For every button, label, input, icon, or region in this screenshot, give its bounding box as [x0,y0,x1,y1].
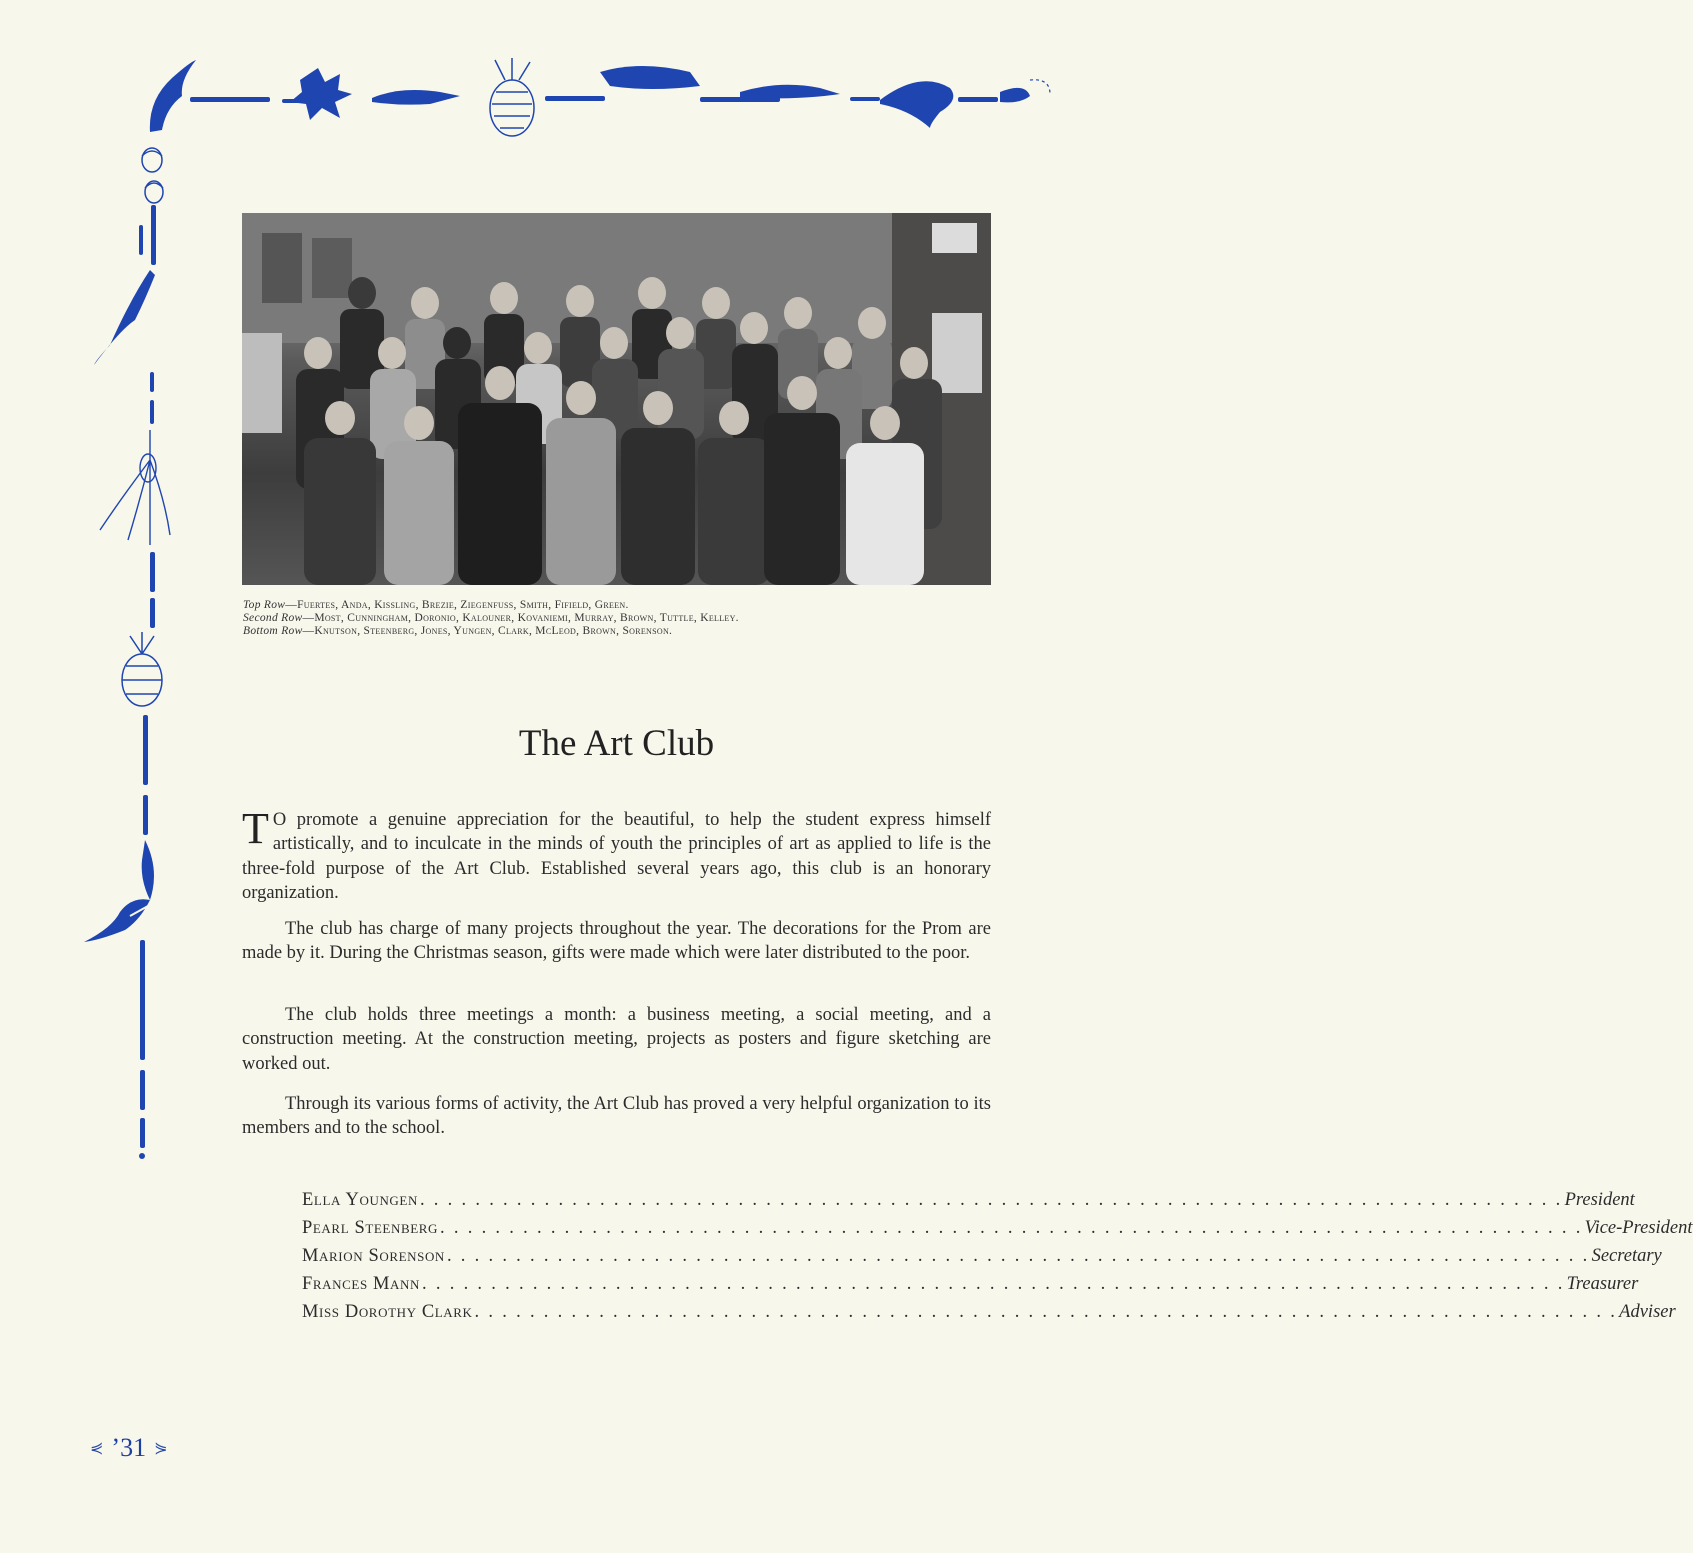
border-left-dash [150,552,155,592]
border-left-dash [143,715,148,785]
leader-dots: . . . . . . . . . . . . . . . . . . . . . . . . . . . . . . . . . . . . . . . . . . . . . . . . . . . . . . . . . . . . . . . . . . . . . . . . . . . . . . . . . . . [419,1190,1563,1210]
officer-role: Treasurer [1566,1274,1639,1294]
border-top-tip [1000,88,1030,103]
oak-leaf-icon [290,68,352,120]
caption-row-label: Top Row [243,599,286,611]
border-top-swirl [372,90,460,105]
border-top-dash [190,97,270,102]
officer-row [302,1218,1693,1244]
paragraph-purpose [242,804,991,906]
border-top-dash [850,97,880,101]
officer-role: President [1564,1190,1635,1210]
caption-row-label: Bottom Row [243,625,303,637]
officer-name: Marion Sorenson [302,1246,445,1266]
caption-row-label: Second Row [243,612,303,624]
officer-name: Pearl Steenberg [302,1218,439,1238]
pine-cone-icon [490,58,534,136]
holly-leaf-icon [84,899,150,942]
page-title: The Art Club [518,723,715,764]
pine-tassel-icon [100,430,170,545]
officer-name: Miss Dorothy Clark [302,1302,473,1322]
holly-leaf-icon [880,81,953,128]
paragraph-text: O promote a genuine appreciation for the beautiful, to help the student express himself artistically, and to inculcate in the minds of youth the principles of art as applied to life is the three-fold purpose of the Art Club. Established several years ago, this club is an honorary organization. [242,810,991,904]
border-left-dash [151,205,156,265]
drop-cap: T [242,804,269,853]
border-left-dash [150,598,155,628]
border-left-dash [139,225,143,255]
officer-row [302,1190,1635,1216]
officer-row [302,1302,1676,1328]
border-left-dash [150,372,154,392]
leader-dots: . . . . . . . . . . . . . . . . . . . . . . . . . . . . . . . . . . . . . . . . . . . . . . . . . . . . . . . . . . . . . . . . . . . . . . . . . . . . . . . . . . . [440,1218,1583,1238]
border-top-dash [958,97,998,102]
border-left-swirl [142,840,154,900]
club-group-photo [242,213,991,585]
officer-name: Ella Youngen [302,1190,418,1210]
caption-bottom-row [243,625,983,637]
leader-dots: . . . . . . . . . . . . . . . . . . . . . . . . . . . . . . . . . . . . . . . . . . . . . . . . . . . . . . . . . . . . . . . . . . . . . . . . . . . . . . . . . . . [446,1246,1590,1266]
holly-leaf-icon [150,60,196,132]
border-left-dash [140,940,145,1060]
caption-names: —Fuertes, Anda, Kissling, Brezie, Ziegenfuss, Smith, Fifield, Green. [285,599,629,611]
officer-role: Secretary [1591,1246,1662,1266]
officer-name: Frances Mann [302,1274,421,1294]
holly-leaf-icon [94,270,155,365]
officer-row [302,1246,1662,1272]
caption-names: —Knutson, Steenberg, Jones, Yungen, Clark, McLeod, Brown, Sorenson. [302,625,673,637]
folio-left-ornament-icon: ⋞ [90,1440,104,1457]
officer-row [302,1274,1639,1300]
folio-year: ’31 [111,1433,147,1462]
caption-top-row [243,599,983,611]
border-left-dash [143,795,148,835]
acorn-icon [142,148,162,172]
paragraph-projects: The club has charge of many projects throughout the year. The decorations for the Prom are made by it. During the Christmas season, gifts were made which were later distributed to the poor. [242,919,991,964]
border-left-dot [139,1153,145,1159]
caption-second-row [243,612,983,624]
acorn-icon [145,181,163,203]
officer-role: Adviser [1619,1302,1676,1322]
folio-right-ornament-icon: ⋟ [154,1440,168,1457]
page-folio [90,1433,167,1463]
border-left-dash [150,400,154,424]
border-top-swirl [600,66,700,89]
border-top-swirl [740,85,840,99]
caption-names: —Most, Cunningham, Doronio, Kalouner, Kovaniemi, Murray, Brown, Tuttle, Kelley. [302,612,739,624]
leader-dots: . . . . . . . . . . . . . . . . . . . . . . . . . . . . . . . . . . . . . . . . . . . . . . . . . . . . . . . . . . . . . . . . . . . . . . . . . . . . . . . . . . . [422,1274,1565,1294]
paragraph-meetings: The club holds three meetings a month: a business meeting, a social meeting, and a construction meeting. At the construction meeting, projects as posters and figure sketching are worked out. [242,1005,991,1074]
pine-cone-icon [122,632,162,706]
leader-dots: . . . . . . . . . . . . . . . . . . . . . . . . . . . . . . . . . . . . . . . . . . . . . . . . . . . . . . . . . . . . . . . . . . . . . . . . . . . . . . . . . . . [474,1302,1618,1322]
border-left-dash [140,1070,145,1110]
border-left-dash [140,1118,145,1148]
paragraph-summary: Through its various forms of activity, the Art Club has proved a very helpful organization to its members and to the school. [242,1094,991,1139]
border-top-dash [545,96,605,101]
officer-role: Vice-President [1584,1218,1693,1238]
